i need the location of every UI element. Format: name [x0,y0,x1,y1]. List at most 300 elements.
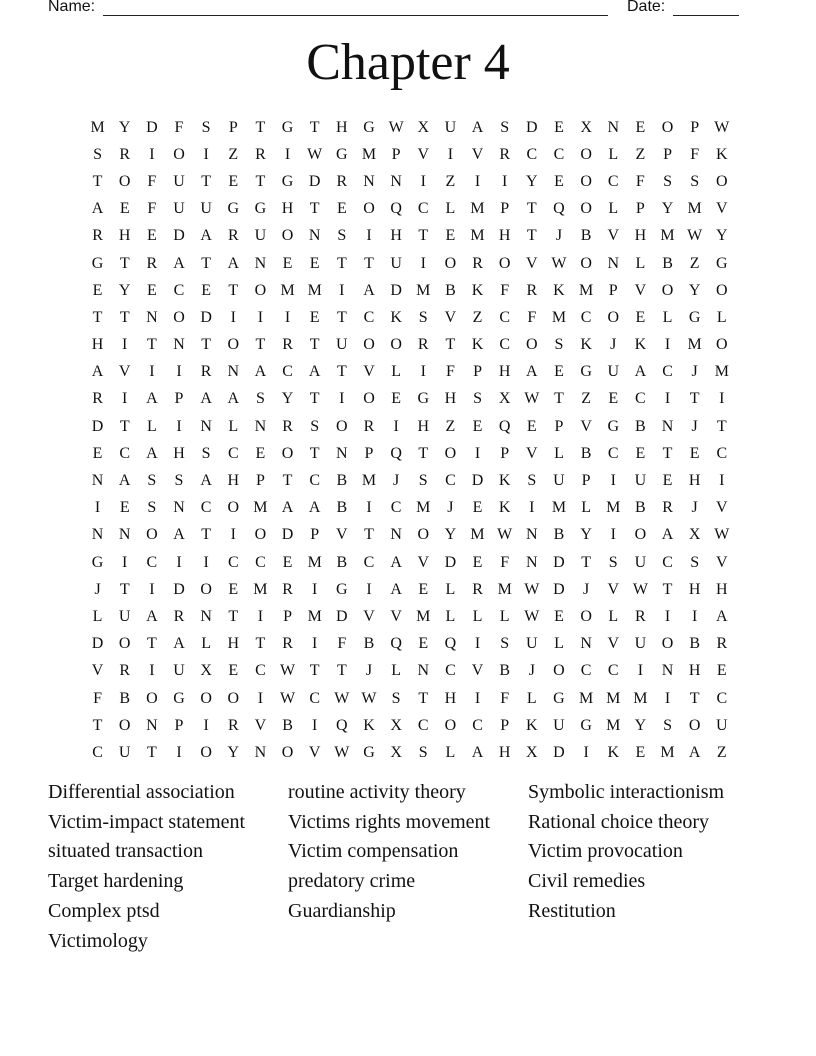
grid-letter: L [391,363,401,381]
grid-letter: E [92,281,103,299]
grid-letter: J [365,662,373,680]
grid-letter: D [146,118,158,136]
grid-letter: N [173,336,185,354]
grid-letter: T [228,281,239,299]
grid-letter: E [635,308,646,326]
grid-letter: L [554,444,564,462]
grid-letter: U [200,200,212,218]
grid-letter: I [474,444,481,462]
grid-letter: V [716,553,728,571]
grid-letter: B [580,444,592,462]
grid-letter: T [92,172,103,190]
grid-letter: V [390,607,402,625]
grid-letter: Y [661,200,674,218]
grid-letter: E [554,118,564,136]
grid-letter: T [201,254,212,272]
grid-letter: H [688,580,701,598]
grid-letter: D [173,227,185,245]
grid-letter: O [200,580,212,598]
grid-letter: C [282,363,293,381]
grid-letter: I [94,499,101,517]
grid-letter: S [418,472,428,490]
grid-letter: H [173,444,185,462]
grid-letter: Q [390,200,402,218]
grid-letter: R [472,580,483,598]
grid-letter: Z [689,254,700,272]
grid-letter: L [92,607,103,625]
grid-letter: C [635,390,646,408]
grid-letter: P [500,716,510,734]
grid-letter: W [524,607,540,625]
grid-letter: K [471,281,484,299]
grid-letter: G [363,743,375,761]
grid-letter: I [474,689,481,707]
grid-letter: A [688,743,701,761]
grid-letter: B [553,526,565,544]
grid-letter: T [119,580,130,598]
grid-letter: H [498,743,511,761]
grid-letter: E [255,444,266,462]
grid-letter: T [445,336,456,354]
grid-letter: B [635,417,646,435]
grid-letter: G [553,689,565,707]
grid-letter: A [173,635,185,653]
grid-letter: H [336,118,348,136]
grid-letter: C [472,716,483,734]
word-bank-item: Victimology [48,929,148,952]
word-bank-item: routine activity theory [288,781,466,803]
grid-letter: X [417,118,430,136]
grid-letter: T [526,227,537,245]
grid-letter: T [364,254,374,272]
grid-letter: M [307,281,322,299]
grid-letter: M [416,499,431,517]
grid-letter: A [227,254,240,272]
grid-letter: G [580,716,592,734]
grid-letter: O [444,444,457,462]
grid-letter: A [308,499,321,517]
grid-letter: R [417,336,429,354]
grid-letter: M [633,689,648,707]
grid-letter: V [363,607,375,625]
grid-letter: T [92,308,103,326]
grid-letter: E [228,172,239,190]
grid-letter: S [663,172,672,190]
grid-letter: I [719,472,725,490]
grid-letter: O [634,526,647,544]
grid-letter: H [390,227,402,245]
grid-letter: A [390,580,402,598]
grid-letter: T [418,689,429,707]
grid-letter: E [146,227,157,245]
grid-letter: V [118,363,131,381]
grid-letter: L [201,635,212,653]
grid-letter: A [254,363,267,381]
word-bank-column-2 [288,778,490,927]
grid-letter: R [146,254,158,272]
grid-letter: I [122,390,128,408]
grid-letter: J [528,662,535,680]
grid-letter: M [470,200,485,218]
grid-letter: P [364,444,374,462]
grid-letter: P [283,607,292,625]
grid-letter: O [716,336,728,354]
grid-letter: P [228,118,238,136]
grid-letter: D [308,172,321,190]
grid-letter: T [201,172,212,190]
grid-letter: C [363,553,375,571]
grid-letter: E [282,553,293,571]
grid-letter: R [282,580,293,598]
grid-letter: P [391,145,401,163]
grid-letter: I [122,336,128,354]
grid-letter: Y [444,526,457,544]
grid-letter: Q [336,716,348,734]
grid-letter: S [255,390,265,408]
grid-letter: T [255,172,266,190]
grid-letter: R [92,390,103,408]
grid-letter: W [334,743,350,761]
grid-letter: T [336,254,347,272]
grid-letter: Q [553,200,565,218]
grid-letter: J [447,499,454,517]
grid-letter: H [634,227,647,245]
grid-letter: R [716,635,728,653]
grid-letter: L [581,499,591,517]
grid-letter: O [444,716,457,734]
word-bank-item: Victims rights movement [288,810,491,833]
grid-letter: G [336,145,348,163]
word-bank-item: Civil remedies [528,870,646,893]
grid-letter: I [149,580,155,598]
grid-letter: U [173,172,185,190]
grid-letter: P [255,472,265,490]
grid-letter: T [201,336,212,354]
grid-letter: T [119,417,130,435]
grid-letter: Z [228,145,239,163]
grid-letter: E [336,200,347,218]
word-bank-item: Restitution [528,899,616,922]
grid-letter: X [390,716,402,734]
grid-letter: S [527,472,537,490]
grid-letter: Y [526,172,538,190]
grid-letter: M [660,743,675,761]
grid-letter: T [309,444,320,462]
grid-letter: G [173,689,185,707]
grid-letter: O [363,390,375,408]
grid-letter: Y [118,281,131,299]
grid-letter: V [336,526,348,544]
grid-letter: D [444,553,457,571]
grid-letter: L [526,689,537,707]
grid-letter: S [608,553,618,571]
grid-letter: R [92,227,103,245]
grid-letter: G [363,118,375,136]
grid-letter: A [661,526,674,544]
grid-letter: O [688,716,701,734]
grid-letter: C [417,200,429,218]
grid-letter: S [473,390,482,408]
grid-letter: H [281,200,294,218]
grid-letter: A [146,390,158,408]
grid-letter: L [391,662,401,680]
grid-letter: C [580,308,592,326]
grid-letter: E [445,227,456,245]
grid-letter: G [281,118,294,136]
grid-letter: I [122,553,128,571]
grid-letter: I [339,390,345,408]
grid-letter: U [254,227,267,245]
grid-letter: E [228,580,239,598]
grid-letter: H [498,227,511,245]
grid-letter: N [607,254,620,272]
grid-letter: V [607,580,620,598]
grid-letter: O [444,254,457,272]
grid-letter: O [281,743,294,761]
grid-letter: I [339,281,345,299]
word-bank-column-3 [528,778,724,927]
grid-letter: R [282,336,293,354]
grid-letter: I [312,635,318,653]
grid-letter: O [281,227,294,245]
grid-letter: T [228,607,239,625]
grid-letter: S [174,472,184,490]
grid-letter: R [662,499,673,517]
grid-letter: T [716,417,727,435]
grid-letter: B [635,499,646,517]
grid-letter: U [118,607,131,625]
grid-letter: I [664,607,671,625]
word-bank-column-1 [48,778,245,956]
grid-letter: S [663,716,672,734]
grid-letter: R [499,145,511,163]
grid-letter: A [363,281,375,299]
grid-letter: F [690,145,700,163]
grid-letter: I [149,145,155,163]
grid-letter: D [553,553,565,571]
grid-letter: S [418,308,428,326]
grid-letter: Q [390,444,402,462]
grid-letter: V [417,553,430,571]
grid-letter: C [92,743,103,761]
grid-letter: V [607,227,620,245]
grid-letter: P [554,417,564,435]
word-bank-item: Symbolic interactionism [528,781,725,803]
grid-letter: N [118,526,131,544]
grid-letter: L [472,607,483,625]
grid-letter: R [119,662,131,680]
grid-letter: X [580,118,592,136]
grid-letter: F [174,118,184,136]
grid-letter: I [203,553,209,571]
grid-letter: G [336,580,348,598]
grid-letter: O [580,200,592,218]
grid-letter: H [688,472,701,490]
grid-letter: Y [688,281,701,299]
grid-letter: A [200,390,212,408]
grid-letter: T [119,254,130,272]
grid-letter: N [91,472,104,490]
grid-letter: V [526,444,538,462]
grid-letter: N [200,417,212,435]
grid-letter: O [716,281,728,299]
grid-letter: I [502,172,508,190]
grid-letter: I [474,172,481,190]
grid-letter: I [284,145,291,163]
grid-letter: E [526,417,537,435]
grid-letter: T [309,336,320,354]
grid-letter: M [551,499,567,517]
grid-letter: C [607,662,619,680]
grid-letter: H [716,580,728,598]
grid-letter: E [608,390,619,408]
grid-letter: E [282,254,293,272]
grid-letter: E [309,308,320,326]
grid-letter: D [336,607,348,625]
grid-letter: G [227,200,240,218]
grid-letter: O [227,689,240,707]
grid-letter: A [200,227,212,245]
grid-letter: N [661,662,674,680]
grid-letter: I [257,607,264,625]
date-label: Date: [627,0,666,15]
grid-letter: M [606,689,621,707]
grid-letter: M [253,580,268,598]
grid-letter: I [610,526,616,544]
grid-letter: E [635,743,646,761]
grid-letter: L [445,743,456,761]
word-bank-item: Target hardening [48,870,184,893]
grid-letter: V [471,145,484,163]
grid-letter: S [147,499,157,517]
grid-letter: M [416,607,431,625]
grid-letter: V [580,417,592,435]
grid-letter: Q [498,417,511,435]
grid-letter: C [445,472,456,490]
grid-letter: W [524,580,540,598]
grid-letter: I [664,689,671,707]
date-field-line[interactable] [673,15,739,16]
grid-letter: W [714,526,730,544]
grid-letter: C [716,444,728,462]
grid-letter: E [662,472,673,490]
grid-letter: M [280,281,295,299]
grid-letter: G [91,553,104,571]
grid-letter: O [417,526,430,544]
grid-letter: O [227,499,240,517]
grid-letter: E [635,118,646,136]
grid-letter: I [366,499,372,517]
grid-letter: W [524,390,540,408]
grid-letter: B [499,662,511,680]
grid-letter: M [606,499,621,517]
grid-letter: C [553,145,565,163]
grid-letter: H [444,689,457,707]
grid-letter: E [92,444,103,462]
grid-letter: Y [580,526,592,544]
name-field-line[interactable] [103,15,608,16]
grid-letter: J [691,499,698,517]
grid-letter: N [526,526,538,544]
word-bank-item: Victim compensation [288,840,459,863]
grid-letter: T [336,308,347,326]
word-bank-item: Victim provocation [528,840,683,863]
grid-letter: E [119,200,130,218]
grid-letter: W [687,227,703,245]
grid-letter: O [146,526,158,544]
grid-letter: P [174,390,184,408]
grid-letter: W [714,118,730,136]
grid-letter: H [688,662,701,680]
grid-letter: I [149,662,155,680]
grid-letter: I [312,716,318,734]
grid-letter: O [580,607,592,625]
word-search-grid [84,114,736,767]
grid-letter: H [227,635,240,653]
grid-letter: P [663,145,672,163]
grid-letter: E [689,444,700,462]
grid-letter: J [691,363,698,381]
grid-letter: A [716,607,728,625]
grid-letter: E [418,580,429,598]
grid-letter: C [607,444,619,462]
grid-letter: O [254,281,267,299]
grid-letter: I [474,635,481,653]
grid-letter: I [176,417,182,435]
grid-letter: P [608,281,618,299]
grid-letter: N [173,499,185,517]
grid-letter: B [580,227,592,245]
grid-letter: A [471,743,484,761]
grid-letter: S [201,444,211,462]
grid-letter: D [471,472,484,490]
grid-letter: I [257,689,264,707]
grid-letter: F [527,308,537,326]
grid-letter: E [716,662,727,680]
grid-letter: H [227,472,240,490]
grid-letter: A [471,118,484,136]
grid-letter: E [119,499,130,517]
grid-letter: L [662,308,673,326]
grid-letter: K [634,336,647,354]
grid-letter: R [255,145,266,163]
grid-letter: K [607,743,620,761]
grid-letter: K [498,499,511,517]
grid-letter: T [364,526,374,544]
grid-letter: S [418,743,428,761]
grid-letter: C [200,499,212,517]
grid-letter: O [363,336,375,354]
grid-letter: N [363,172,375,190]
grid-letter: F [445,363,455,381]
grid-letter: A [281,499,294,517]
word-bank-item: Guardianship [288,899,396,922]
grid-letter: I [176,743,182,761]
grid-letter: R [227,227,239,245]
grid-letter: W [632,580,648,598]
grid-letter: A [173,254,185,272]
grid-letter: A [200,472,212,490]
grid-letter: A [227,390,240,408]
grid-letter: T [255,635,266,653]
grid-letter: K [363,716,375,734]
grid-letter: J [582,580,590,598]
grid-letter: E [472,553,483,571]
grid-letter: A [91,200,104,218]
grid-letter: R [119,145,131,163]
grid-letter: Y [118,118,131,136]
grid-letter: D [526,118,538,136]
